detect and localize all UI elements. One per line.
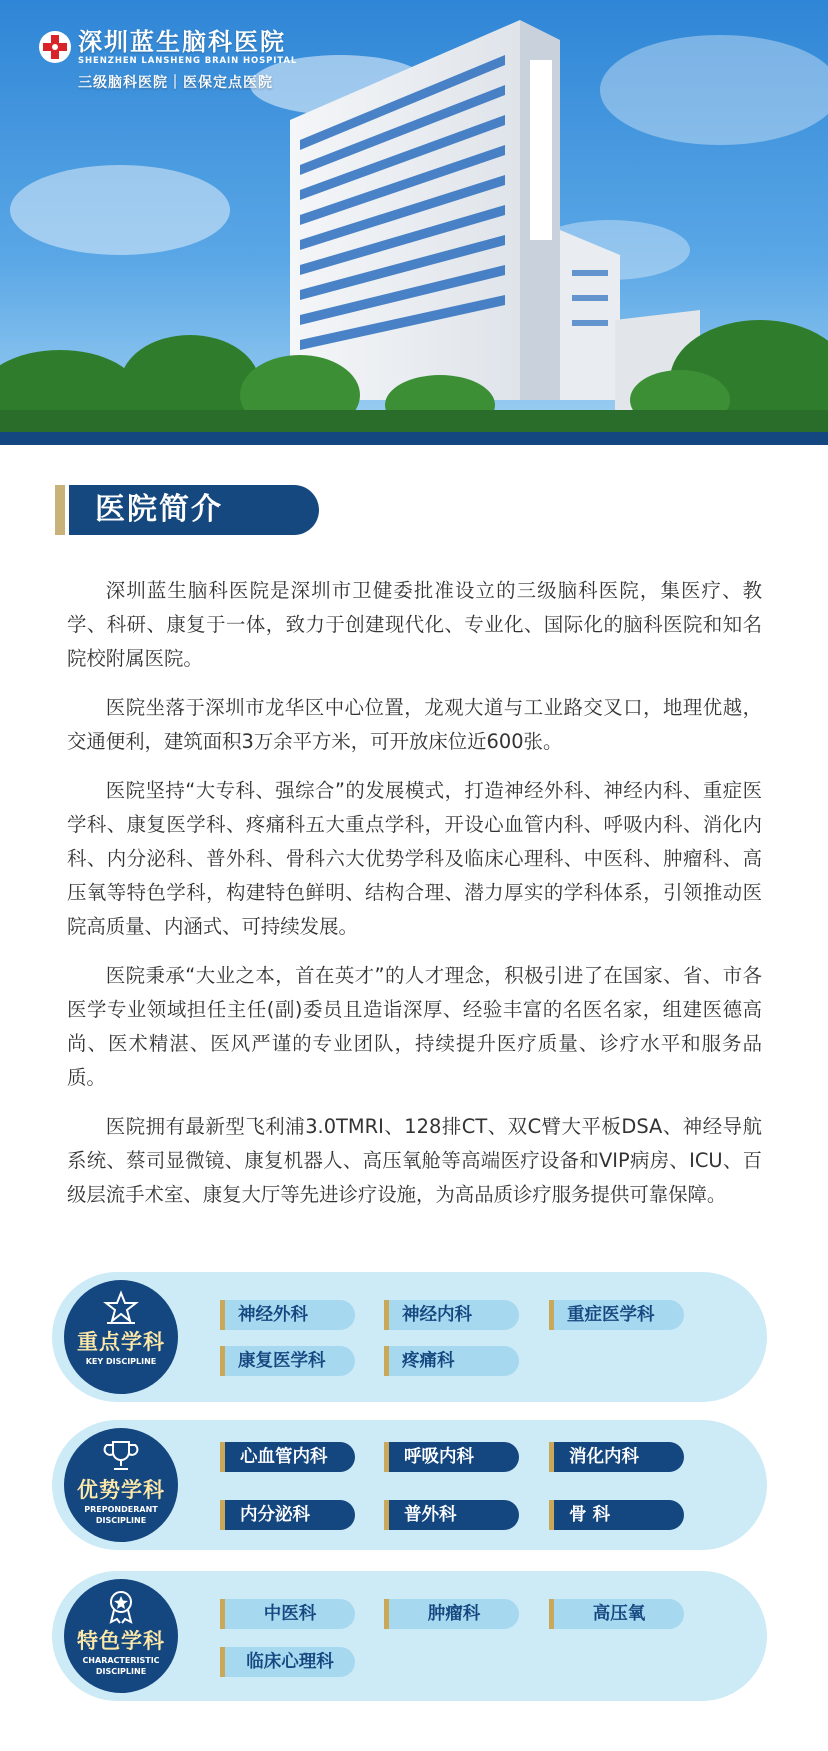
intro-paragraph: 医院坚持“大专科、强综合”的发展模式，打造神经外科、神经内科、重症医学科、康复医学科、疼痛科五大重点学科，开设心血管内科、呼吸内科、消化内科、内分泌科、普外科、骨科六大优势学科及临床心理科、中医科、肿瘤科、高压氧等特色学科，构建特色鲜明、结构合理、潜力厚实的学科体系，引领推动医院高质量、内涵式、可持续发展。: [67, 779, 762, 938]
hospital-name-en: SHENZHEN LANSHENG BRAIN HOSPITAL: [78, 56, 298, 66]
discipline-tag: 高压氧: [549, 1599, 684, 1629]
discipline-tag: 疼痛科: [384, 1346, 519, 1376]
discipline-tag: 普外科: [384, 1500, 519, 1530]
discipline-tag: 呼吸内科: [384, 1442, 519, 1472]
characteristic-discipline-title-en: CHARACTERISTIC DISCIPLINE: [82, 1656, 160, 1676]
section-title: 医院简介: [69, 485, 319, 535]
discipline-tag: 临床心理科: [220, 1647, 355, 1677]
section-header-accent: [55, 485, 65, 535]
discipline-tag: 中医科: [220, 1599, 355, 1629]
trophy-icon: [101, 1438, 141, 1474]
preponderant-discipline-title: 优势学科: [77, 1478, 165, 1502]
discipline-tag: 消化内科: [549, 1442, 684, 1472]
characteristic-discipline-title: 特色学科: [77, 1629, 165, 1653]
characteristic-discipline-badge: [64, 1579, 178, 1693]
discipline-tag: 重症医学科: [549, 1300, 684, 1330]
hospital-logo: [38, 28, 297, 66]
discipline-tag: 骨 科: [549, 1500, 684, 1530]
hero-divider: [0, 432, 828, 445]
intro-paragraph: 医院坐落于深圳市龙华区中心位置，龙观大道与工业路交叉口，地理优越，交通便利，建筑面积3万余平方米，可开放床位近600张。: [67, 696, 762, 753]
discipline-tag: 肿瘤科: [384, 1599, 519, 1629]
key-discipline-title-en: KEY DISCIPLINE: [85, 1357, 157, 1366]
hero-banner: [0, 0, 828, 432]
intro-paragraph: 医院拥有最新型飞利浦3.0TMRI、128排CT、双C臂大平板DSA、神经导航系统、蔡司显微镜、康复机器人、高压氧舱等高端医疗设备和VIP病房、ICU、百级层流手术室、康复大厅等先进诊疗设施，为高品质诊疗服务提供可靠保障。: [67, 1115, 762, 1206]
discipline-tag: 康复医学科: [220, 1346, 355, 1376]
discipline-tag: 心血管内科: [220, 1442, 355, 1472]
key-discipline-title: 重点学科: [77, 1330, 165, 1354]
characteristic-discipline-panel: [52, 1571, 767, 1701]
key-discipline-panel: [52, 1272, 767, 1402]
hospital-name-cn: 深圳蓝生脑科医院: [78, 28, 286, 56]
medal-icon: [101, 1589, 141, 1625]
preponderant-discipline-badge: [64, 1428, 178, 1542]
discipline-tag: 神经内科: [384, 1300, 519, 1330]
intro-paragraph: 深圳蓝生脑科医院是深圳市卫健委批准设立的三级脑科医院，集医疗、教学、科研、康复于一体，致力于创建现代化、专业化、国际化的脑科医院和知名院校附属医院。: [67, 579, 762, 670]
star-badge-icon: [101, 1290, 141, 1326]
hospital-tagline: 三级脑科医院｜医保定点医院: [78, 75, 273, 91]
discipline-tag: 内分泌科: [220, 1500, 355, 1530]
discipline-tag: 神经外科: [220, 1300, 355, 1330]
key-discipline-badge: [64, 1280, 178, 1394]
hospital-cross-icon: [38, 30, 72, 64]
intro-text: [67, 574, 762, 1227]
intro-paragraph: 医院秉承“大业之本，首在英才”的人才理念，积极引进了在国家、省、市各医学专业领域担任主任(副)委员且造诣深厚、经验丰富的名医名家，组建医德高尚、医术精湛、医风严谨的专业团队，持续提升医疗质量、诊疗水平和服务品质。: [67, 964, 762, 1089]
preponderant-discipline-title-en: PREPONDERANT DISCIPLINE: [84, 1505, 158, 1525]
section-header: [55, 485, 319, 535]
preponderant-discipline-panel: [52, 1420, 767, 1550]
